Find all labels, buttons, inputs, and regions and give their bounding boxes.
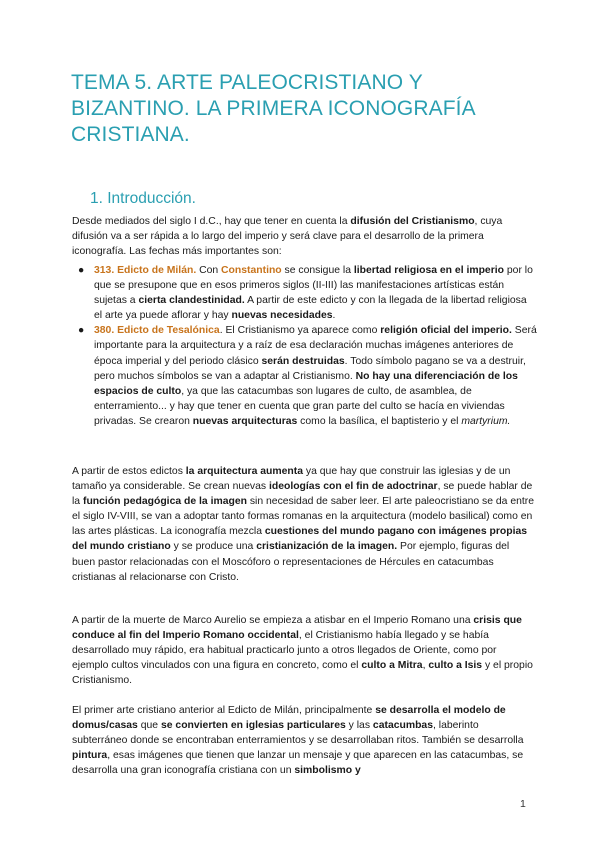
bold-text: No hay una diferenciación de los espacios de culto xyxy=(94,370,518,397)
text: A partir de este edicto y con la llegada de la libertad religiosa el arte ya puede aflorar y hay xyxy=(94,295,527,322)
bold-text: catacumbas xyxy=(372,720,433,732)
text: , el Cristianismo había llegado y se había desarrollado muy rápido, era habitual practicarlo junto a otros llegados de Oriente, como por ejemplo cultos vinculados con una figura en concreto, como el xyxy=(72,630,497,672)
title-line-1: TEMA 5. ARTE PALEOCRISTIANO Y xyxy=(71,71,423,94)
text: , cuya difusión va a ser rápida a lo largo del imperio y será clave para el desarrollo de la primera iconografía. Las fechas más importantes son: xyxy=(72,216,503,258)
intro-paragraph xyxy=(72,214,535,259)
list-item xyxy=(72,263,537,323)
bold-text: cuestiones del mundo pagano con imágenes propias del mundo cristiano xyxy=(72,526,528,553)
text: ya que hay que construir las iglesias y de un tamaño ya considerable. Se crean nuevas xyxy=(72,466,511,493)
date-label: 313. Edicto de Milán. xyxy=(94,265,197,276)
text: se consigue la xyxy=(281,265,354,276)
bold-text: serán destruidas xyxy=(261,355,345,367)
bold-text: culto a Mitra xyxy=(361,660,423,672)
bold-text: crisis que conduce al fin del Imperio Romano occidental xyxy=(72,615,522,642)
bullet-icon: ● xyxy=(78,265,85,276)
bold-text: cristianización de la imagen. xyxy=(256,541,398,553)
text: A partir de la muerte de Marco Aurelio se empieza a atisbar en el Imperio Romano una xyxy=(72,615,474,626)
date-label: 380. Edicto de Tesalónica xyxy=(94,325,220,337)
bold-text: nuevas necesidades xyxy=(231,310,333,322)
text: , esas imágenes que tienen que lanzar un mensaje y que aparecen en las catacumbas, se desarrolla una gran iconografía cristiana con un xyxy=(72,750,524,777)
bold-text: nuevas arquitecturas xyxy=(192,415,298,427)
bold-text: pintura xyxy=(72,750,108,762)
paragraph-3 xyxy=(72,613,535,688)
text: A partir de estos edictos xyxy=(72,466,186,477)
bold-text: función pedagógica de la imagen xyxy=(82,496,247,508)
paragraph-2 xyxy=(72,464,535,585)
text: , xyxy=(422,660,429,672)
text: y se produce una xyxy=(170,541,257,553)
bold-text: la arquitectura aumenta xyxy=(185,466,304,477)
dates-list xyxy=(72,263,537,429)
text: , ya que las catacumbas son lugares de culto, de asamblea, de enterramiento... y hay que tener en cuenta que gran parte del culto se hacía en viviendas privadas. Se crearon xyxy=(94,385,505,427)
text: Con xyxy=(196,265,222,276)
bold-text: difusión del Cristianismo xyxy=(350,216,475,227)
bold-text: ideologías con el fin de adoctrinar xyxy=(268,481,438,493)
bold-text: culto a Isis xyxy=(428,660,483,672)
paragraph-4 xyxy=(72,703,535,778)
section-heading: 1. Introducción. xyxy=(90,190,196,207)
document-title xyxy=(71,70,541,148)
bullet-icon: ● xyxy=(78,325,85,337)
list-item xyxy=(72,323,537,429)
text: que xyxy=(137,720,161,732)
text: sin necesidad de saber leer. El arte paleocristiano se da entre el siglo IV-VIII, se van a adoptar tanto formas romanas en la arquitectura (modelo basilical) como en las artes plásticas. La iconografía mezcla xyxy=(72,496,535,538)
text: como la basílica, el baptisterio y el xyxy=(297,415,462,427)
name-highlight: Constantino xyxy=(221,265,282,276)
text: . Todo símbolo pagano se va a destruir, pero muchos símbolos se van a adaptar al Cristianismo. xyxy=(94,355,526,382)
text: , se puede hablar de la xyxy=(72,481,533,508)
title-line-2: BIZANTINO. LA PRIMERA ICONOGRAFÍA xyxy=(71,97,476,120)
text: . xyxy=(332,310,336,322)
title-line-3: CRISTIANA. xyxy=(71,123,190,146)
text: y el propio Cristianismo. xyxy=(72,660,533,687)
text: y las xyxy=(345,720,373,732)
text: por lo que se presupone que en esos primeros siglos (II-III) las manifestaciones artísticas están sujetas a xyxy=(94,265,533,307)
bold-text: cierta clandestinidad. xyxy=(138,295,245,307)
text: Por ejemplo, figuras del buen pastor relacionadas con el Moscóforo o representaciones de Hércules en catacumbas cristianas al relacionarse con Cristo. xyxy=(72,541,510,583)
text: El primer arte cristiano anterior al Edicto de Milán, principalmente xyxy=(72,705,376,716)
italic-text: martyrium. xyxy=(461,415,511,427)
bold-text: religión oficial del imperio. xyxy=(380,325,512,337)
bold-text: simbolismo y xyxy=(294,765,361,777)
bold-text: se convierten en iglesias particulares xyxy=(160,720,346,732)
text: . El Cristianismo ya aparece como xyxy=(219,325,381,337)
bold-text: libertad religiosa en el imperio xyxy=(353,265,504,276)
bold-text: se desarrolla el modelo de domus/casas xyxy=(72,705,506,732)
text: Será importante para la arquitectura y a raíz de esa declaración muchas imágenes anteriores de época imperial y del periodo clásico xyxy=(94,325,537,367)
text: , laberinto subterráneo donde se encontraban enterramientos y se desarrollaban ritos. También se desarrolla xyxy=(72,720,524,747)
text: Desde mediados del siglo I d.C., hay que tener en cuenta la xyxy=(72,216,351,227)
page-number: 1 xyxy=(520,798,526,810)
